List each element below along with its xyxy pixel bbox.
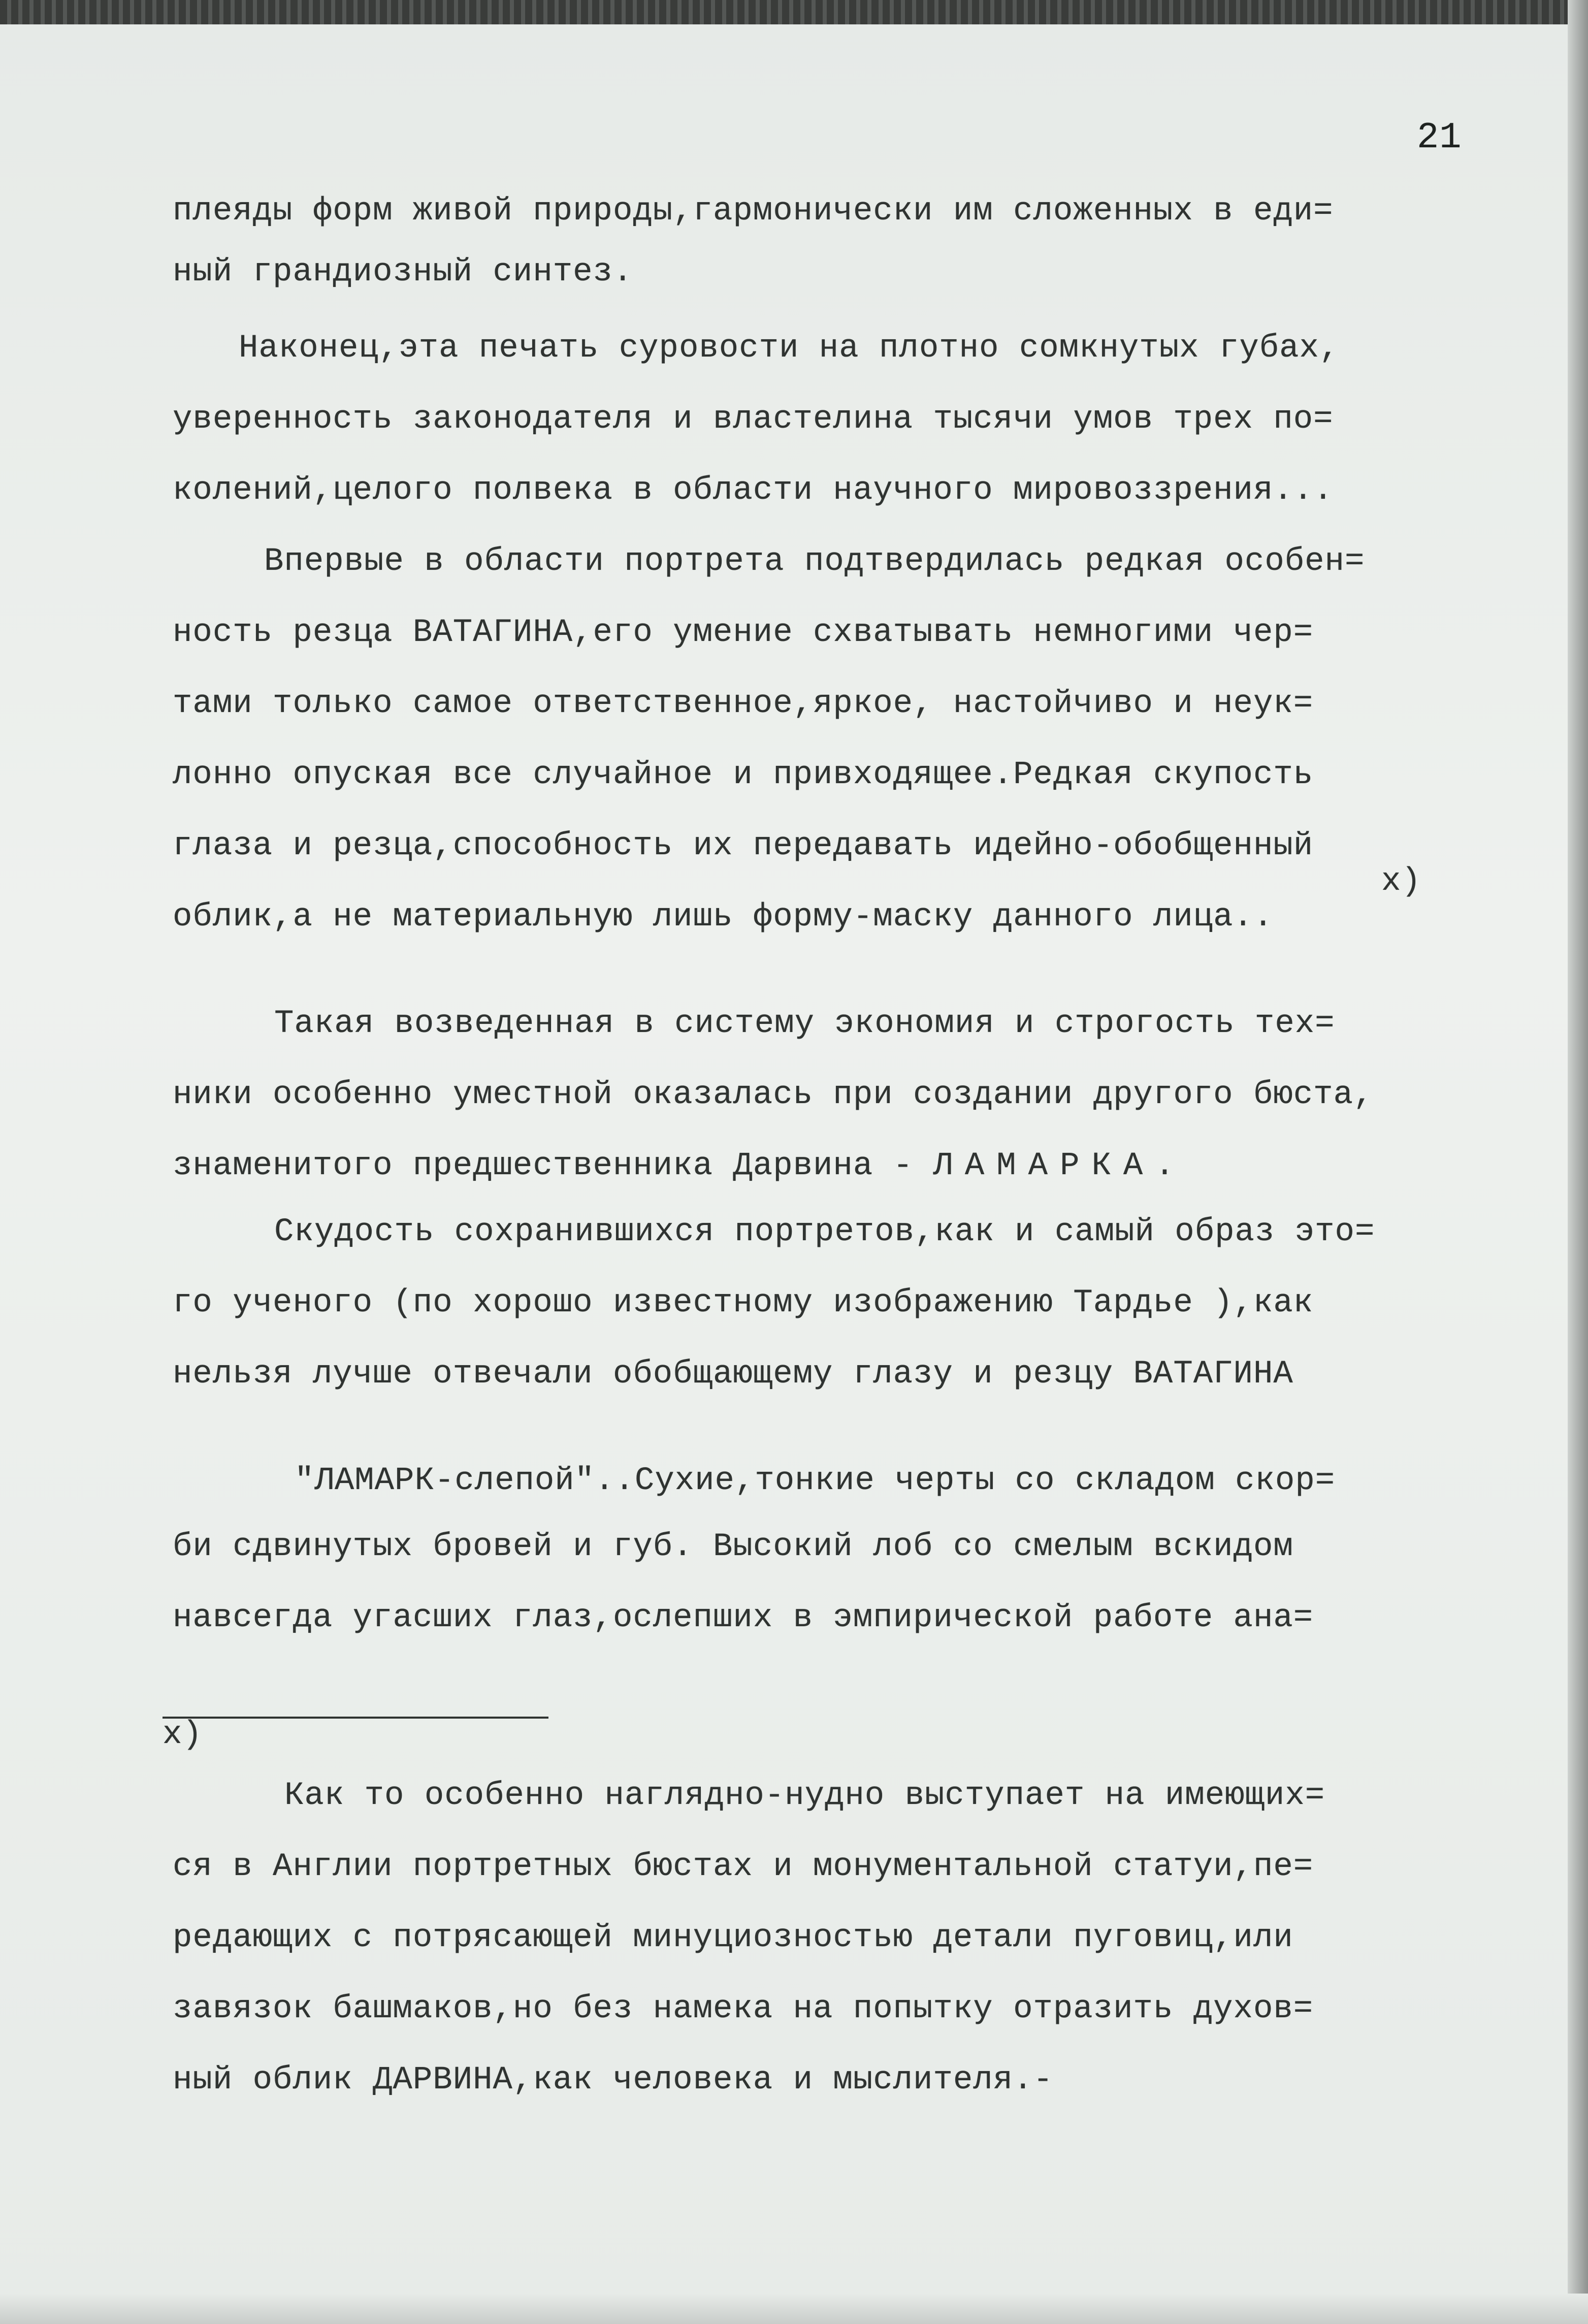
spaced-name-lamarck: ЛАМАРКА. (933, 1148, 1187, 1184)
text-line-13: ники особенно уместной оказалась при создании другого бюста, (173, 1077, 1374, 1113)
page-number: 21 (1417, 117, 1462, 158)
text-line-15: Скудость сохранившихся портретов,как и самый образ это= (274, 1214, 1375, 1250)
text-line-18: "ЛАМАРК-слепой"..Сухие,тонкие черты со складом скор= (295, 1463, 1336, 1499)
text-line-20: навсегда угасших глаз,ослепших в эмпирической работе ана= (173, 1600, 1314, 1636)
text-line-12: Такая возведенная в систему экономия и строгость тех= (274, 1006, 1335, 1042)
binding-edge (0, 0, 1588, 24)
text-line-4: уверенность законодателя и властелина тысячи умов трех по= (173, 401, 1334, 438)
footnote-line-4: завязок башмаков,но без намека на попытку отразить духов= (173, 1991, 1314, 2027)
footnote-separator (163, 1717, 548, 1719)
text-line-5: колений,целого полвека в области научного мировоззрения... (173, 472, 1334, 509)
text-line-10: глаза и резца,способность их передавать идейно-обобщенный (173, 828, 1314, 864)
page-right-edge (1568, 0, 1588, 2324)
text-line-14-lead: знаменитого предшественника Дарвина - (173, 1148, 933, 1184)
footnote-line-1: Как то особенно наглядно-нудно выступает на имеющих= (284, 1778, 1325, 1814)
footnote-line-5: ный облик ДАРВИНА,как человека и мыслителя.- (173, 2062, 1053, 2099)
text-line-6: Впервые в области портрета подтвердилась редкая особен= (264, 543, 1365, 580)
text-line-11: облик,а не материальную лишь форму-маску данного лица.. (173, 899, 1274, 935)
footnote-reference: x) (1381, 863, 1421, 900)
text-line-16: го ученого (по хорошо известному изображению Тардье ),как (173, 1285, 1314, 1321)
footnote-line-2: ся в Англии портретных бюстах и монументальной статуи,пе= (173, 1849, 1314, 1885)
text-line-8: тами только самое ответственное,яркое, настойчиво и неук= (173, 686, 1314, 722)
text-line-7: ность резца ВАТАГИНА,его умение схватывать немногими чер= (173, 615, 1314, 651)
text-line-14 (173, 1148, 1187, 1184)
text-line-2: ный грандиозный синтез. (173, 254, 633, 291)
page-bottom-edge (0, 2294, 1588, 2324)
text-line-17: нельзя лучше отвечали обобщающему глазу и резцу ВАТАГИНА (173, 1356, 1293, 1393)
text-line-9: лонно опуская все случайное и привходящее.Редкая скупость (173, 757, 1314, 793)
footnote-marker: x) (163, 1717, 203, 1753)
text-line-1: плеяды форм живой природы,гармонически им сложенных в еди= (173, 193, 1334, 230)
text-line-19: би сдвинутых бровей и губ. Высокий лоб со смелым вскидом (173, 1529, 1293, 1565)
footnote-line-3: редающих с потрясающей минуциозностью детали пуговиц,или (173, 1920, 1293, 1956)
text-line-3: Наконец,эта печать суровости на плотно сомкнутых губах, (239, 330, 1340, 367)
